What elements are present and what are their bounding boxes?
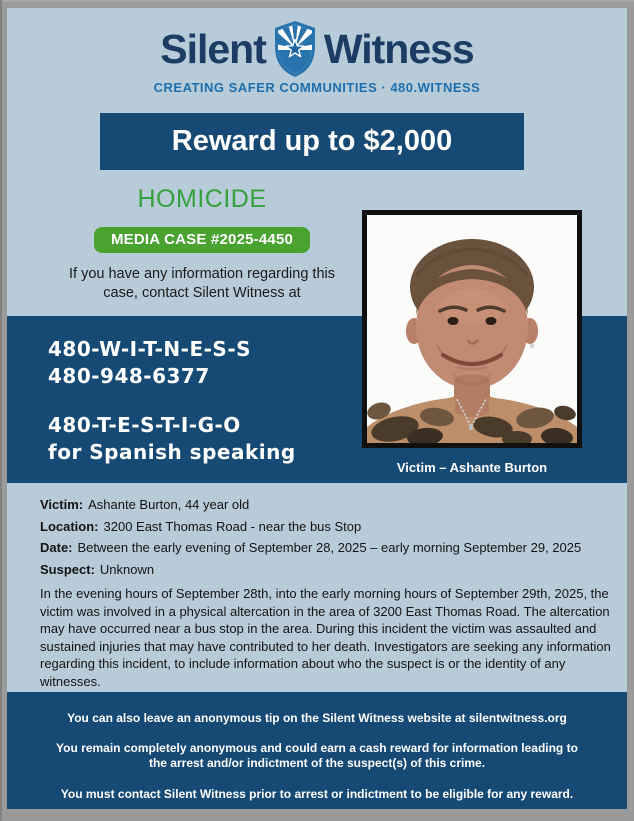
detail-row-victim: [40, 494, 618, 516]
footer-anonymous-reward: You remain completely anonymous and could earn a cash reward for information leading to the arrest and/or indictment of the suspect(s) of this crime.: [56, 740, 578, 770]
hotline-spanish: [48, 412, 296, 466]
detail-label: Location:: [40, 518, 99, 534]
reward-banner: [100, 113, 524, 170]
detail-value: Unknown: [99, 561, 155, 577]
detail-label: Victim:: [40, 497, 84, 512]
contact-intro: [7, 265, 397, 303]
detail-value: Between the early evening of September 28, 2025 – early morning September 29, 2025: [77, 540, 582, 555]
hotline-english: [48, 336, 251, 390]
photo-caption: Victim – Ashante Burton: [396, 460, 548, 475]
silent-witness-flyer: [7, 8, 627, 809]
detail-value: Ashante Burton, 44 year old: [88, 497, 250, 512]
flyer-footer: [7, 692, 627, 809]
detail-label: Date:: [40, 540, 73, 555]
spanish-note: for Spanish speaking: [48, 440, 296, 464]
contact-intro-text: If you have any information regarding this case, contact Silent Witness at: [69, 266, 335, 301]
victim-photo: [362, 210, 582, 448]
crime-type-heading: HOMICIDE: [137, 185, 267, 213]
reward-text: Reward up to $2,000: [171, 125, 453, 157]
shield-star-icon: [273, 20, 317, 78]
media-case-badge-row: [7, 227, 397, 253]
logo-tagline: CREATING SAFER COMMUNITIES · 480.WITNESS: [153, 80, 481, 95]
logo-text-silent: Silent: [160, 25, 266, 72]
incident-narrative: In the evening hours of September 28th, into the early morning hours of September 29th, 2025, the victim was involved in a physical altercation in the area of 3200 East Thomas Road. The altercation may have occurred near a bus stop in the area. During this incident the victim was assaulted and sustained injuries that may have contributed to her death. Investigators are seeking any information regarding this incident, to include information about who the suspect is or the identity of any witnesses.: [40, 586, 611, 689]
case-details: [40, 494, 618, 580]
header-logo: [7, 20, 627, 78]
detail-row-suspect: [40, 559, 618, 581]
victim-portrait-illustration: [367, 215, 577, 443]
phone-word-testigo: 480-T-E-S-T-I-G-O: [48, 413, 241, 437]
media-case-badge: MEDIA CASE #2025-4450: [94, 227, 310, 253]
phone-word-witness: 480-W-I-T-N-E-S-S: [48, 337, 252, 361]
logo-text-witness: Witness: [323, 25, 474, 72]
detail-row-date: [40, 537, 618, 559]
footer-eligibility: You must contact Silent Witness prior to arrest or indictment to be eligible for any reward.: [60, 786, 574, 801]
detail-row-location: [40, 516, 618, 538]
footer-tip-website: You can also leave an anonymous tip on the Silent Witness website at silentwitness.org: [67, 711, 567, 725]
detail-label: Suspect:: [40, 561, 95, 577]
phone-number: 480-948-6377: [48, 364, 210, 388]
detail-value: 3200 East Thomas Road - near the bus Stop: [103, 518, 362, 534]
